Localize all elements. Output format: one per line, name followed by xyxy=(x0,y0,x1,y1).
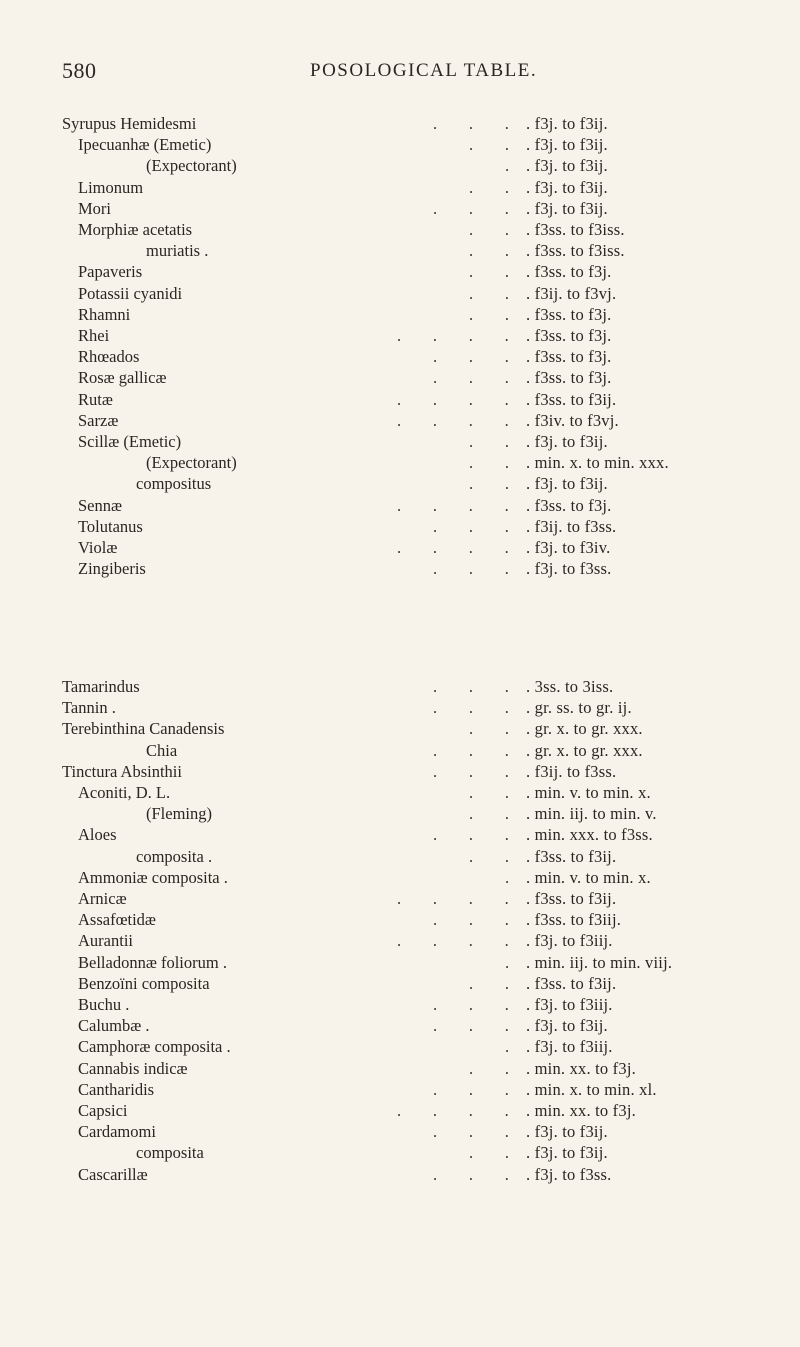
drug-name: Ammoniæ composita . xyxy=(78,867,228,887)
drug-name: Rosæ gallicæ xyxy=(78,368,167,388)
dose-range: . f3ss. to f3iij. xyxy=(526,910,622,930)
leader-dots: . . . xyxy=(433,677,510,696)
drug-name: composita xyxy=(136,1143,204,1163)
dose-range: . min. x. to min. xxx. xyxy=(526,453,669,473)
drug-name: Sennæ xyxy=(78,495,123,515)
dose-range: . f3ss. to f3ij. xyxy=(526,973,617,993)
drug-name: Mori xyxy=(78,198,111,218)
dose-range: . f3j. to f3iij. xyxy=(526,1037,613,1057)
dose-range: . f3ss. to f3j. xyxy=(526,368,612,388)
drug-name: Sarzæ xyxy=(78,410,119,430)
drug-name: Camphoræ composita . xyxy=(78,1037,231,1057)
leader-dots: . . . . xyxy=(397,538,510,557)
leader-dots: . . . . xyxy=(397,326,510,345)
leader-dots: . . . . xyxy=(397,410,510,430)
leader-dots: . . . xyxy=(433,740,510,760)
dose-range: . gr. x. to gr. xxx. xyxy=(526,719,643,739)
drug-name: Capsici xyxy=(78,1101,128,1120)
drug-name: Arnicæ xyxy=(78,889,127,908)
leader-dots: . . xyxy=(469,432,510,451)
leader-dots: . . . xyxy=(433,368,510,388)
dose-range: . min. v. to min. x. xyxy=(526,867,651,887)
drug-name: Calumbæ . xyxy=(78,1016,150,1036)
drug-name: Cantharidis xyxy=(78,1079,155,1099)
leader-dots: . . xyxy=(469,453,510,473)
drug-name: Morphiæ acetatis xyxy=(78,220,193,239)
leader-dots: . . xyxy=(469,283,510,303)
leader-dots: . . xyxy=(469,304,510,324)
leader-dots: . . xyxy=(469,177,510,197)
dose-range: . f3j. to f3ij. xyxy=(526,177,608,197)
dose-range: . f3ss. to f3j. xyxy=(526,495,612,515)
leader-dots: . . xyxy=(469,973,510,993)
dose-range: . f3iv. to f3vj. xyxy=(526,410,619,430)
dose-range: . f3j. to f3ij. xyxy=(526,198,608,218)
dose-range: . f3ij. to f3vj. xyxy=(526,283,617,303)
drug-name: Belladonnæ foliorum . xyxy=(78,952,227,972)
leader-dots: . xyxy=(505,1037,511,1057)
drug-name: Aurantii xyxy=(78,931,133,951)
drug-name: Violæ xyxy=(78,538,118,557)
dose-range: . gr. x. to gr. xxx. xyxy=(526,740,643,760)
drug-name: Tannin . xyxy=(62,698,116,718)
drug-name: Papaveris xyxy=(78,262,143,282)
leader-dots: . . . xyxy=(433,1122,510,1142)
leader-dots: . . . xyxy=(433,1164,510,1184)
drug-name: compositus xyxy=(136,474,212,494)
dose-range: . min. xx. to f3j. xyxy=(526,1058,636,1078)
leader-dots: . . . . xyxy=(397,931,510,951)
drug-name: Syrupus Hemidesmi xyxy=(62,114,197,133)
leader-dots: . . . xyxy=(433,698,510,718)
leader-dots: . . xyxy=(469,220,510,239)
leader-dots: . . . xyxy=(433,559,510,579)
drug-name: Zingiberis xyxy=(78,559,146,579)
leader-dots: . . . . xyxy=(397,889,510,908)
table-row xyxy=(0,556,800,582)
leader-dots: . . xyxy=(469,804,510,824)
running-title: POSOLOGICAL TABLE. xyxy=(310,60,538,81)
page-number: 580 xyxy=(62,58,97,83)
dose-range: . f3ss. to f3ij. xyxy=(526,889,617,908)
drug-name: Chia xyxy=(146,740,178,760)
dose-range: . f3j. to f3ij. xyxy=(526,432,608,451)
drug-name: (Fleming) xyxy=(146,804,212,824)
leader-dots: . xyxy=(505,952,511,972)
leader-dots: . . . xyxy=(433,825,510,845)
dose-range: . min. iij. to min. v. xyxy=(526,804,657,824)
dose-range: . f3j. to f3ij. xyxy=(526,156,608,176)
leader-dots: . . . xyxy=(433,347,510,367)
leader-dots: . . xyxy=(469,241,510,261)
leader-dots: . . . xyxy=(433,516,510,536)
drug-name: Terebinthina Canadensis xyxy=(62,719,225,739)
dose-range: . f3ss. to f3j. xyxy=(526,262,612,282)
dose-range: . min. x. to min. xl. xyxy=(526,1079,657,1099)
drug-name: Aloes xyxy=(78,825,117,845)
leader-dots: . . . . xyxy=(397,1101,510,1120)
drug-name: Rhamni xyxy=(78,304,131,324)
leader-dots: . . . xyxy=(433,761,510,781)
drug-name: Rhœados xyxy=(78,347,140,367)
leader-dots: . . . xyxy=(433,910,510,930)
drug-name: (Expectorant) xyxy=(146,453,237,473)
drug-name: Potassii cyanidi xyxy=(78,283,183,303)
dose-range: . f3ss. to f3ij. xyxy=(526,389,617,409)
drug-name: (Expectorant) xyxy=(146,156,237,176)
leader-dots: . . . xyxy=(433,995,510,1014)
leader-dots: . . . xyxy=(433,114,510,133)
leader-dots: . . xyxy=(469,474,510,494)
drug-name: Assafœtidæ xyxy=(78,910,156,930)
dose-range: . f3j. to f3ij. xyxy=(526,135,608,155)
dose-range: . f3j. to f3ij. xyxy=(526,1143,608,1163)
leader-dots: . xyxy=(505,867,511,887)
dose-range: . f3j. to f3iij. xyxy=(526,931,613,951)
drug-name: Limonum xyxy=(78,177,144,197)
leader-dots: . . xyxy=(469,135,510,155)
drug-name: Cardamomi xyxy=(78,1122,156,1142)
dose-range: . f3j. to f3ij. xyxy=(526,1122,608,1142)
dose-range: . f3ss. to f3j. xyxy=(526,326,612,345)
leader-dots: . . xyxy=(469,1143,510,1163)
leader-dots: . . . xyxy=(433,198,510,218)
leader-dots: . . . xyxy=(433,1079,510,1099)
dose-range: . min. v. to min. x. xyxy=(526,783,651,802)
dose-range: . f3ij. to f3ss. xyxy=(526,516,617,536)
page-header xyxy=(62,58,762,88)
dose-range: . f3j. to f3ij. xyxy=(526,1016,608,1036)
leader-dots: . . xyxy=(469,262,510,282)
dose-range: . min. xx. to f3j. xyxy=(526,1101,636,1120)
drug-name: Ipecuanhæ (Emetic) xyxy=(78,135,212,155)
drug-name: Scillæ (Emetic) xyxy=(78,432,182,451)
dose-range: . min. iij. to min. viij. xyxy=(526,952,673,972)
leader-dots: . . xyxy=(469,846,510,866)
drug-name: composita . xyxy=(136,846,213,866)
drug-name: Benzoïni composita xyxy=(78,973,210,993)
leader-dots: . . xyxy=(469,1058,510,1078)
drug-name: muriatis . xyxy=(146,241,209,261)
dose-range: . gr. ss. to gr. ij. xyxy=(526,698,632,718)
leader-dots: . . . xyxy=(433,1016,510,1036)
drug-name: Cascarillæ xyxy=(78,1164,148,1184)
leader-dots: . . xyxy=(469,783,510,802)
drug-name: Rutæ xyxy=(78,389,113,409)
dose-range: . 3ss. to 3iss. xyxy=(526,677,614,696)
leader-dots: . xyxy=(505,156,511,176)
table-row xyxy=(0,1162,800,1188)
drug-name: Buchu . xyxy=(78,995,130,1014)
leader-dots: . . xyxy=(469,719,510,739)
drug-name: Tinctura Absinthii xyxy=(62,761,182,781)
dose-range: . f3j. to f3iv. xyxy=(526,538,611,557)
dose-range: . f3ss. to f3iss. xyxy=(526,220,625,239)
dose-range: . f3j. to f3ss. xyxy=(526,559,612,579)
leader-dots: . . . . xyxy=(397,495,510,515)
drug-name: Rhei xyxy=(78,326,110,345)
dose-range: . f3ss. to f3j. xyxy=(526,347,612,367)
drug-name: Tamarindus xyxy=(62,677,140,696)
drug-name: Tolutanus xyxy=(78,516,143,536)
dose-range: . f3j. to f3ss. xyxy=(526,1164,612,1184)
dose-range: . f3ss. to f3iss. xyxy=(526,241,625,261)
dose-range: . f3j. to f3ij. xyxy=(526,114,608,133)
dose-range: . f3j. to f3iij. xyxy=(526,995,613,1014)
dose-range: . f3ij. to f3ss. xyxy=(526,761,617,781)
dose-range: . f3j. to f3ij. xyxy=(526,474,608,494)
leader-dots: . . . . xyxy=(397,389,510,409)
drug-name: Aconiti, D. L. xyxy=(78,783,171,802)
dose-range: . f3ss. to f3j. xyxy=(526,304,612,324)
dose-range: . f3ss. to f3ij. xyxy=(526,846,617,866)
drug-name: Cannabis indicæ xyxy=(78,1058,188,1078)
dose-range: . min. xxx. to f3ss. xyxy=(526,825,653,845)
